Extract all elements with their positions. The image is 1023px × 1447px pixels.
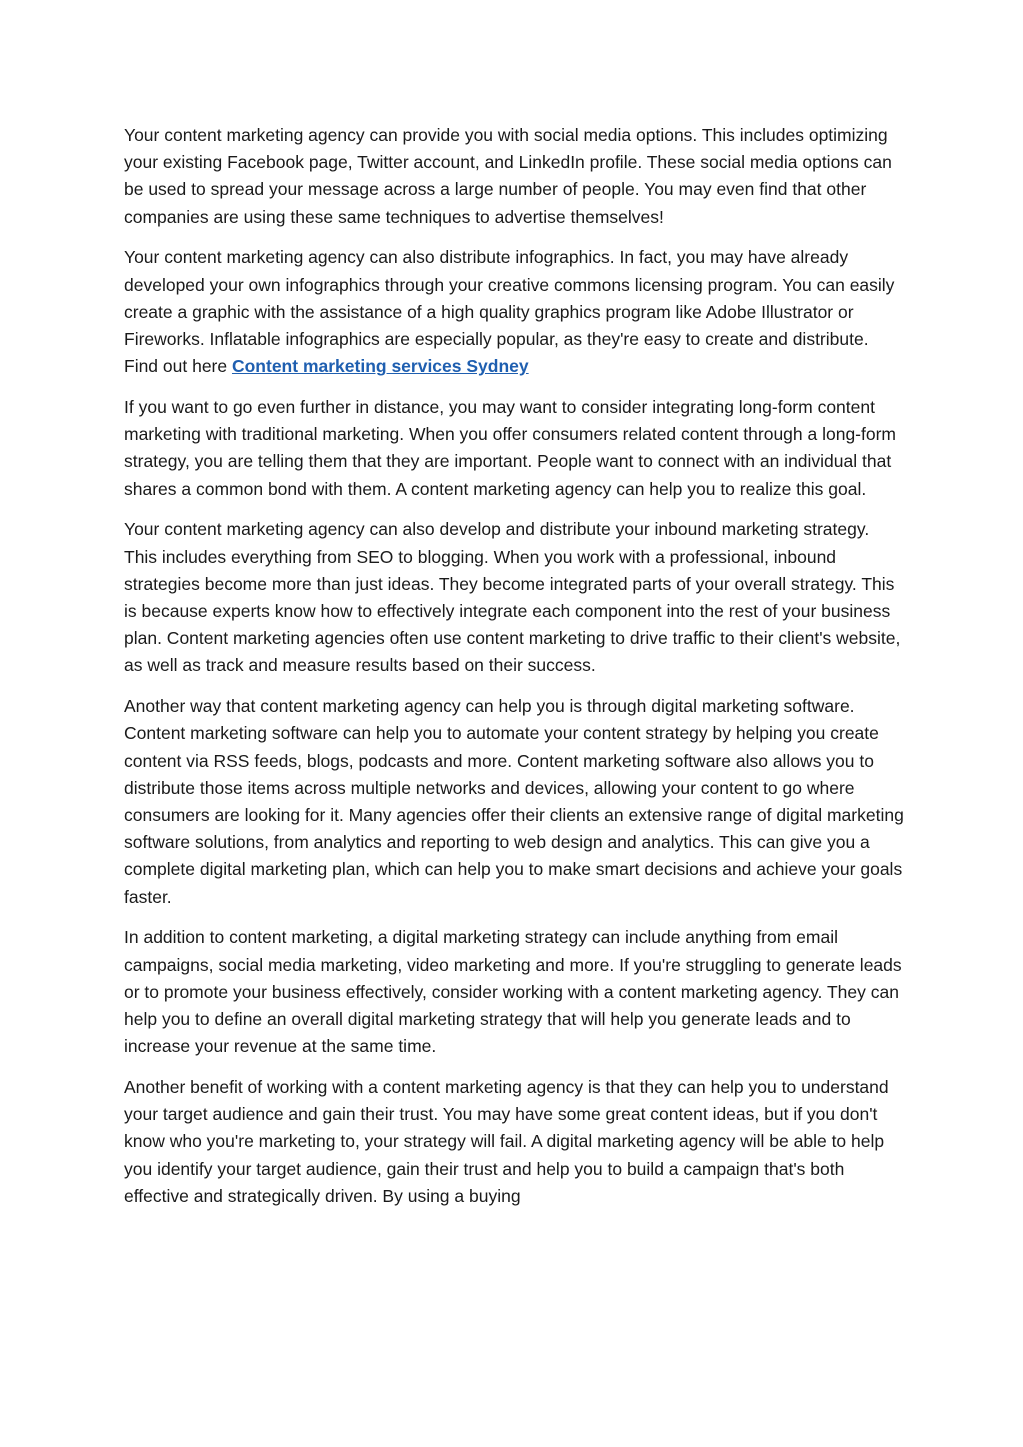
paragraph-text: If you want to go even further in distance, you may want to consider integrating long-form content marketing with traditional marketing. When you offer consumers related content through a long-form strategy, you are telling them that they are important. People want to connect with an individual that shares a common bond with them. A content marketing agency can help you to realize this goal.	[124, 397, 897, 499]
paragraph-digital-strategy	[124, 924, 906, 1060]
paragraph-target-audience	[124, 1074, 906, 1210]
content-marketing-services-link[interactable]: Content marketing services Sydney	[231, 356, 529, 377]
paragraph-social-media	[124, 122, 906, 231]
document-body	[124, 122, 906, 1224]
paragraph-text: Another way that content marketing agency can help you is through digital marketing software. Content marketing software can help you to automate your content strategy by helping you create content via RSS feeds, blogs, podcasts and more. Content marketing software also allows you to distribute those items across multiple networks and devices, allowing your content to go where consumers are looking for it. Many agencies offer their clients an extensive range of digital marketing software solutions, from analytics and reporting to web design and analytics. This can give you a complete digital marketing plan, which can help you to make smart decisions and achieve your goals faster.	[124, 696, 904, 907]
paragraph-text: Your content marketing agency can also distribute infographics. In fact, you may have already developed your own infographics through your creative commons licensing program. You can easily create a graphic with the assistance of a high quality graphics program like Adobe Illustrator or Fireworks. Inflatable infographics are especially popular, as they're easy to create and distribute. Find out here	[124, 247, 895, 377]
paragraph-text: Your content marketing agency can also develop and distribute your inbound marketing strategy. This includes everything from SEO to blogging. When you work with a professional, inbound strategies become more than just ideas. They become integrated parts of your overall strategy. This is because experts know how to effectively integrate each component into the rest of your business plan. Content marketing agencies often use content marketing to drive traffic to their client's website, as well as track and measure results based on their success.	[124, 519, 901, 676]
paragraph-marketing-software	[124, 693, 906, 911]
paragraph-infographics	[124, 244, 906, 380]
paragraph-text: Another benefit of working with a content marketing agency is that they can help you to understand your target audience and gain their trust. You may have some great content ideas, but if you don't know who you're marketing to, your strategy will fail. A digital marketing agency will be able to help you identify your target audience, gain their trust and help you to build a campaign that's both effective and strategically driven. By using a buying	[124, 1077, 889, 1206]
paragraph-text: Your content marketing agency can provide you with social media options. This includes optimizing your existing Facebook page, Twitter account, and LinkedIn profile. These social media options can be used to spread your message across a large number of people. You may even find that other companies are using these same techniques to advertise themselves!	[124, 125, 892, 227]
paragraph-long-form	[124, 394, 906, 503]
paragraph-inbound-strategy	[124, 516, 906, 679]
paragraph-text: In addition to content marketing, a digital marketing strategy can include anything from email campaigns, social media marketing, video marketing and more. If you're struggling to generate leads or to promote your business effectively, consider working with a content marketing agency. They can help you to define an overall digital marketing strategy that will help you generate leads and to increase your revenue at the same time.	[124, 927, 902, 1057]
